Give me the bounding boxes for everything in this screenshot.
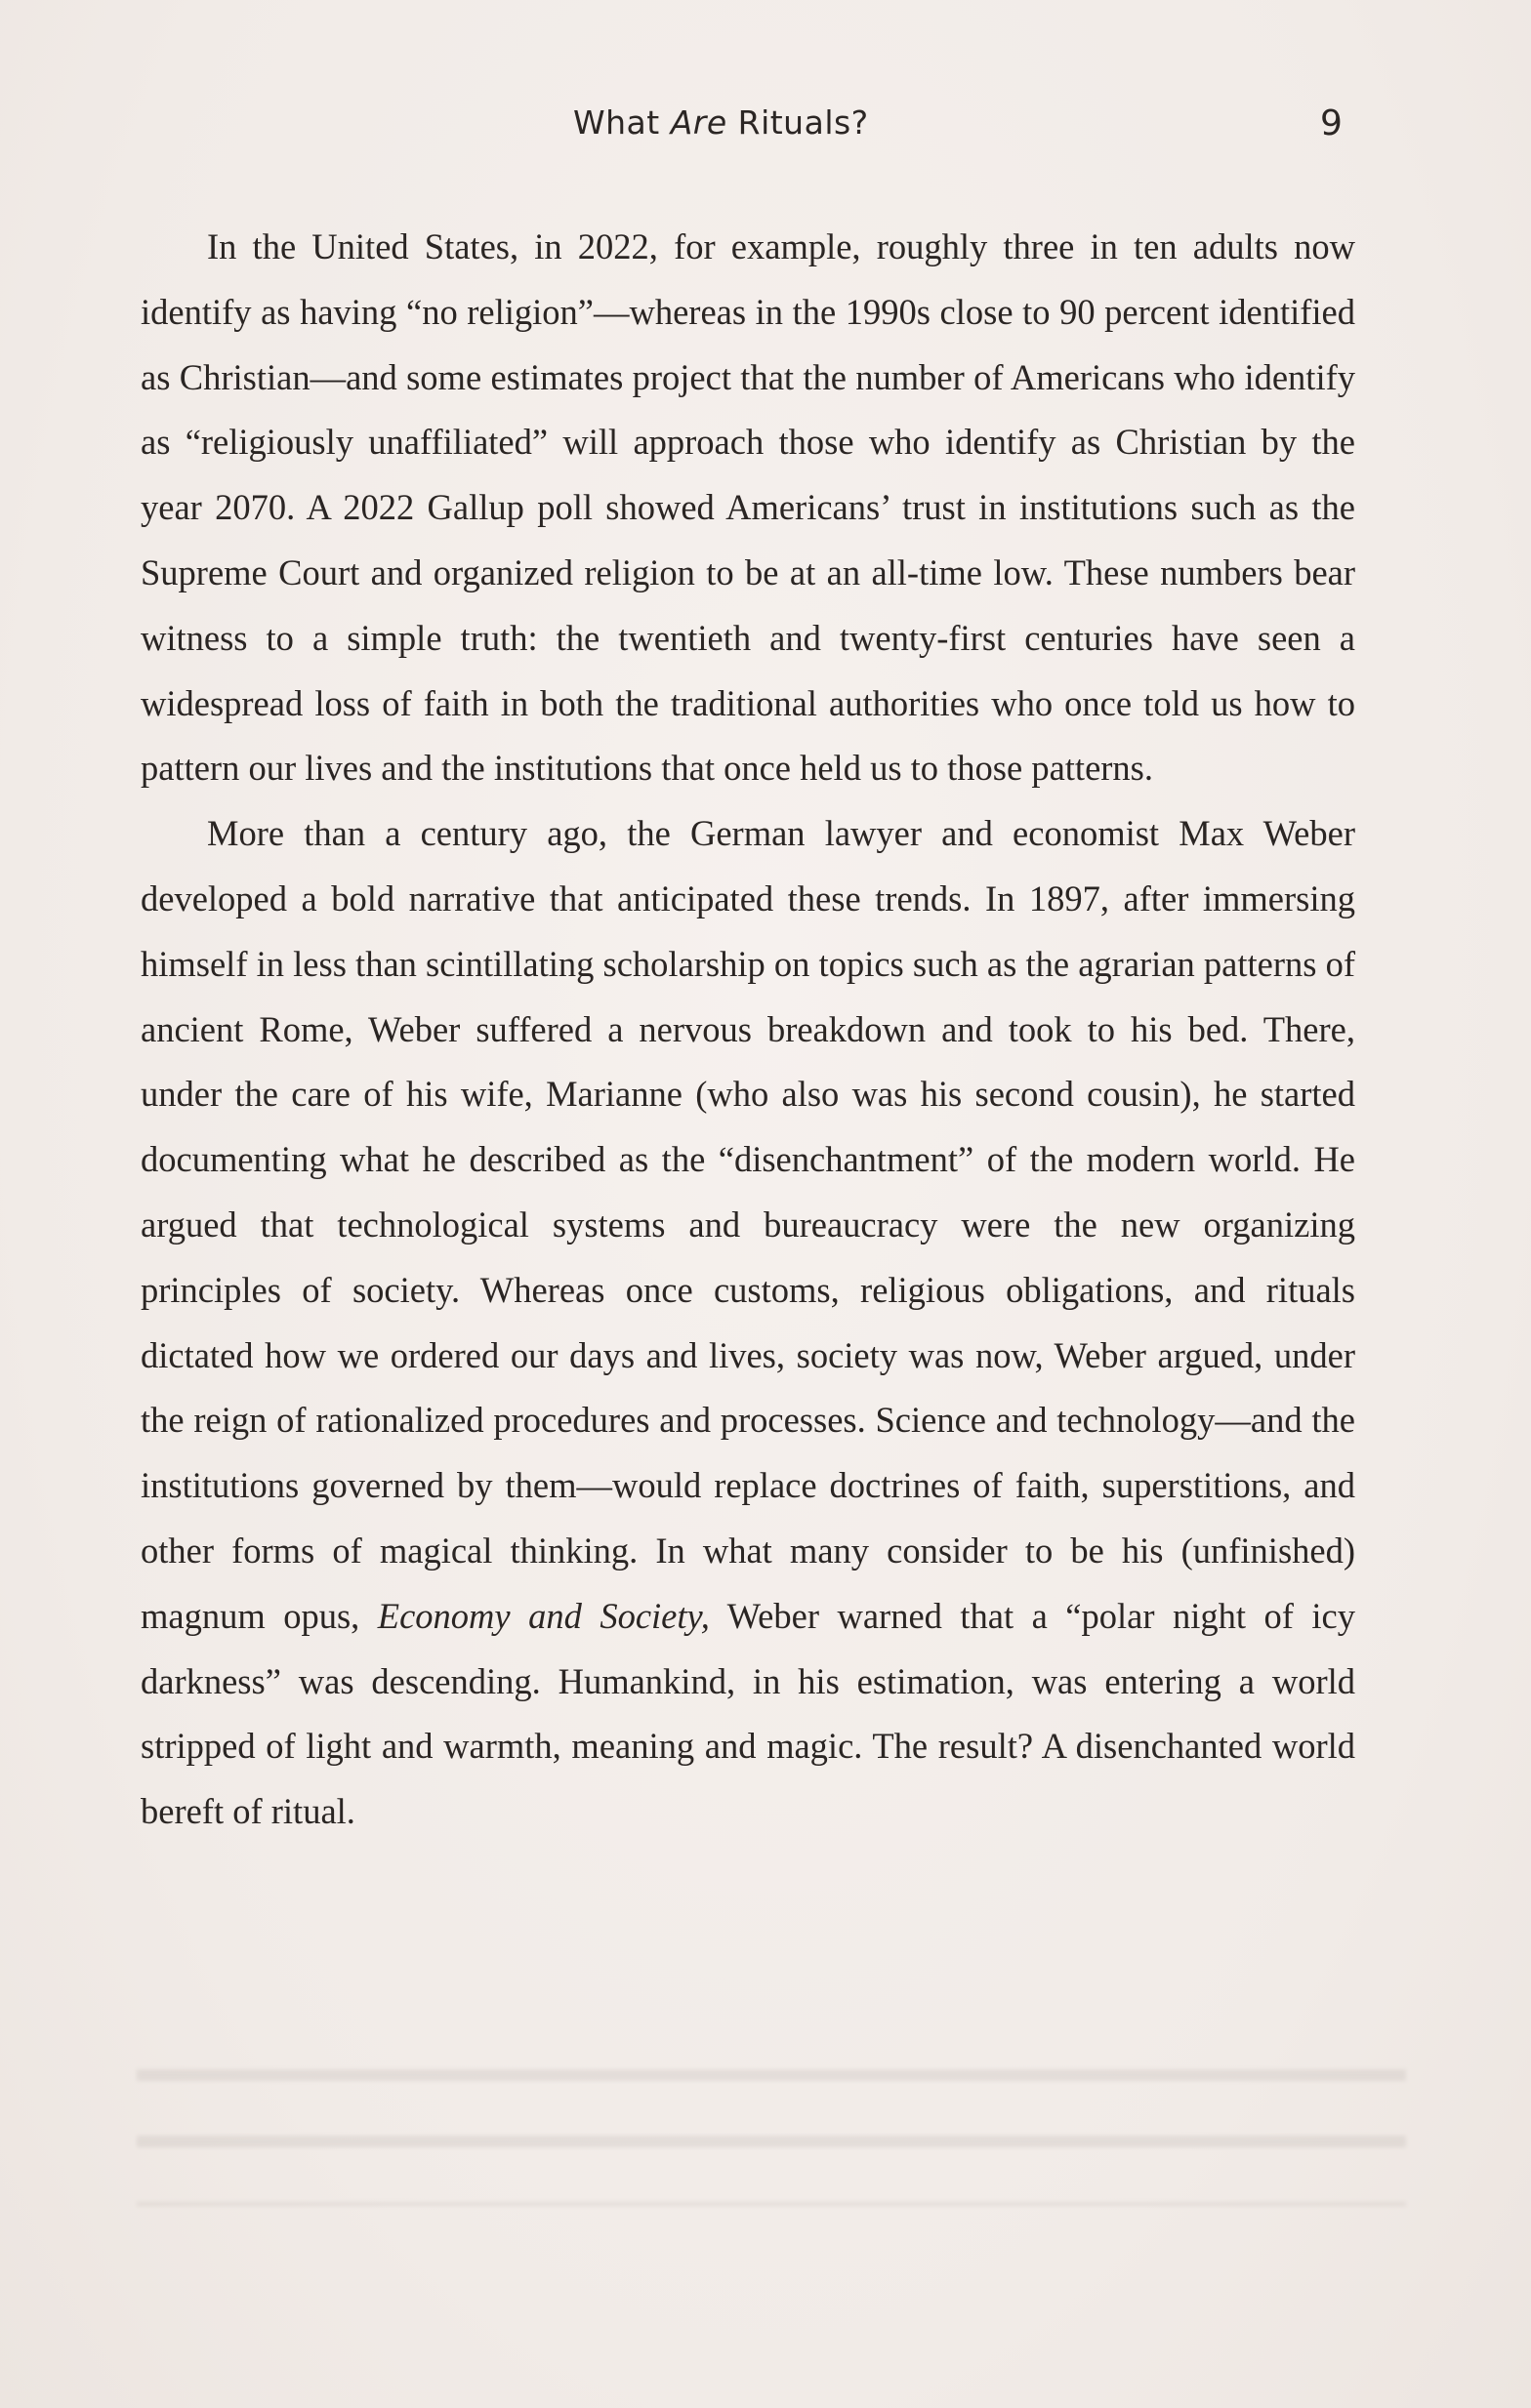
chapter-title-italic: Are <box>670 103 727 142</box>
page-number: 9 <box>1320 103 1343 143</box>
chapter-title-part-2: Rituals? <box>726 103 869 142</box>
body-text <box>141 215 1355 1845</box>
chapter-title-part-1: What <box>573 103 671 142</box>
book-title-italic: Economy and Society, <box>377 1595 710 1636</box>
paragraph-2-text-a: More than a century ago, the German lawyer and economist Max Weber developed a bold narrative that anticipated these trends. In 1897, after immersing himself in less than scintillating scholarship on topics such as the agrarian patterns of ancient Rome, Weber suffered a nervous breakdown and took to his bed. There, under the care of his wife, Marianne (who also was his second cousin), he started documenting what he described as the “disenchantment” of the modern world. He argued that technological systems and bureaucracy were the new organizing principles of society. Whereas once customs, religious obligations, and rituals dictated how we ordered our days and lives, society was now, Weber argued, under the reign of rationalized procedures and processes. Science and technology—and the institutions governed by them—would replace doctrines of faith, superstitions, and other forms of magical thinking. In what many consider to be his (unfinished) magnum opus, <box>141 813 1355 1636</box>
running-head <box>0 103 1531 162</box>
paragraph-2 <box>141 801 1355 1845</box>
paragraph-2-text-b: Weber warned that a “polar night of icy darkness” was descending. Humankind, in his estimation, was entering a world stripped of light and warmth, meaning and magic. The result? A disenchanted world bereft of ritual. <box>141 1595 1355 1832</box>
paragraph-1: In the United States, in 2022, for example, roughly three in ten adults now identify as having “no religion”—whereas in the 1990s close to 90 percent identified as Christian—and some estimates project that the number of Americans who identify as “religiously unaffiliated” will approach those who identify as Christian by the year 2070. A 2022 Gallup poll showed Americans’ trust in institutions such as the Supreme Court and organized religion to be at an all-time low. These numbers bear witness to a simple truth: the twentieth and twenty-first centuries have seen a widespread loss of faith in both the traditional authorities who once told us how to pattern our lives and the institutions that once held us to those patterns. <box>141 226 1355 789</box>
chapter-title <box>573 103 869 142</box>
show-through-texture <box>137 2030 1406 2206</box>
